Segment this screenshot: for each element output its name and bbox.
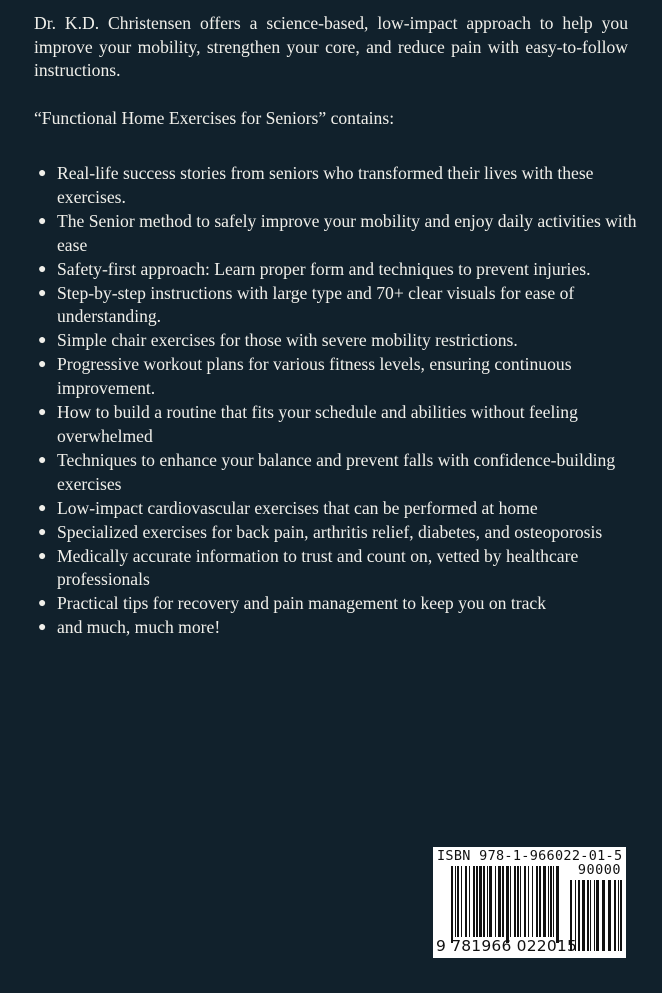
intro-paragraph: Dr. K.D. Christensen offers a science-based, low-impact approach to help you improve your mobility, strengthen your core, and reduce pain with easy-to-follow instructions.: [34, 13, 628, 80]
feature-text: and much, much more!: [57, 617, 221, 638]
bullet-icon: ●: [38, 333, 47, 349]
barcode-bar: [608, 880, 611, 951]
barcode-bar: [532, 866, 533, 937]
feature-text: How to build a routine that fits your schedule and abilities without feeling overwhelmed: [57, 402, 578, 446]
feature-text: Simple chair exercises for those with severe mobility restrictions.: [57, 330, 518, 351]
feature-list-item: [38, 592, 638, 616]
feature-text: Specialized exercises for back pain, arthritis relief, diabetes, and osteoporosis: [57, 521, 603, 542]
barcode-bar: [498, 866, 501, 937]
barcode-bar: [550, 866, 552, 937]
barcode-bar: [510, 866, 511, 937]
barcode-bar: [578, 880, 580, 951]
feature-list-item: [38, 210, 638, 258]
feature-list-item: [38, 329, 638, 353]
feature-list: [38, 162, 638, 640]
barcode-bar: [461, 866, 462, 937]
barcode-bar: [553, 866, 554, 937]
barcode-bar: [556, 866, 559, 943]
feature-text: Step-by-step instructions with large type and 70+ clear visuals for ease of understanding.: [57, 282, 575, 327]
feature-list-item: [38, 449, 638, 497]
barcode-bar: [596, 880, 599, 951]
bullet-icon: ●: [38, 524, 47, 540]
barcode-bar: [455, 866, 456, 937]
feature-list-item: [38, 353, 638, 401]
barcode-bar: [587, 880, 589, 951]
bullet-icon: ●: [38, 596, 47, 612]
barcode-bar: [506, 866, 509, 943]
feature-list-item: [38, 521, 638, 545]
bullet-icon: ●: [38, 213, 47, 229]
bullet-icon: ●: [38, 500, 47, 516]
barcode-bar: [487, 866, 488, 937]
bullet-icon: ●: [38, 452, 47, 468]
isbn-text: ISBN 978-1-966022-01-5: [437, 848, 623, 864]
barcode-bar: [479, 866, 482, 937]
barcode-bar: [620, 880, 622, 951]
barcode-bar: [528, 866, 529, 937]
barcode-bar: [602, 880, 605, 951]
isbn-barcode: [433, 847, 626, 958]
barcode-bar: [548, 866, 549, 937]
barcode-bar: [483, 866, 485, 937]
contains-heading: “Functional Home Exercises for Seniors” contains:: [34, 108, 395, 128]
barcode-bar: [520, 866, 521, 937]
barcode-bar: [469, 866, 470, 937]
barcode-bar: [517, 866, 519, 937]
barcode-bar: [539, 866, 541, 937]
bullet-icon: ●: [38, 405, 47, 421]
feature-text: Practical tips for recovery and pain management to keep you on track: [57, 593, 547, 614]
feature-text: Real-life success stories from seniors who transformed their lives with these exercises.: [57, 163, 594, 207]
barcode-bar: [543, 866, 546, 937]
feature-list-item: [38, 258, 638, 282]
bullet-icon: ●: [38, 285, 47, 301]
barcode-bar: [618, 880, 619, 951]
barcode-bar: [489, 866, 492, 937]
bullet-icon: ●: [38, 620, 47, 636]
feature-text: Low-impact cardiovascular exercises that can be performed at home: [57, 497, 538, 518]
barcode-bar: [514, 866, 516, 937]
bullet-icon: ●: [38, 261, 47, 277]
feature-list-item: [38, 545, 638, 593]
barcode-bar: [476, 866, 478, 937]
barcode-bar: [582, 880, 585, 951]
barcode-bar: [457, 866, 459, 937]
feature-list-item: [38, 497, 638, 521]
feature-text: The Senior method to safely improve your mobility and enjoy daily activities with ease: [57, 210, 637, 255]
barcode-bar: [473, 866, 475, 937]
feature-text: Techniques to enhance your balance and prevent falls with confidence-building exercises: [57, 449, 616, 494]
ean-number: 9 781966 022015: [436, 937, 578, 955]
barcode-bar: [524, 866, 526, 937]
barcode-bar: [590, 880, 591, 951]
barcode-bar: [594, 880, 595, 951]
price-addon-text: 90000: [577, 862, 621, 878]
barcode-bar: [465, 866, 467, 937]
feature-list-item: [38, 616, 638, 640]
barcode-bar: [614, 880, 616, 951]
bullet-icon: ●: [38, 357, 47, 373]
feature-list-item: [38, 401, 638, 449]
bullet-icon: ●: [38, 166, 47, 181]
feature-list-item: [38, 282, 638, 330]
feature-list-item: [38, 162, 638, 210]
barcode-bar: [495, 866, 496, 937]
feature-text: Safety-first approach: Learn proper form and techniques to prevent injuries.: [57, 258, 591, 279]
barcode-bar: [502, 866, 504, 937]
barcode-bar: [536, 866, 538, 937]
barcode-bar: [451, 866, 453, 943]
bullet-icon: ●: [38, 548, 47, 564]
feature-text: Medically accurate information to trust and count on, vetted by healthcare professionals: [57, 545, 579, 590]
feature-text: Progressive workout plans for various fitness levels, ensuring continuous improvement.: [57, 354, 572, 399]
